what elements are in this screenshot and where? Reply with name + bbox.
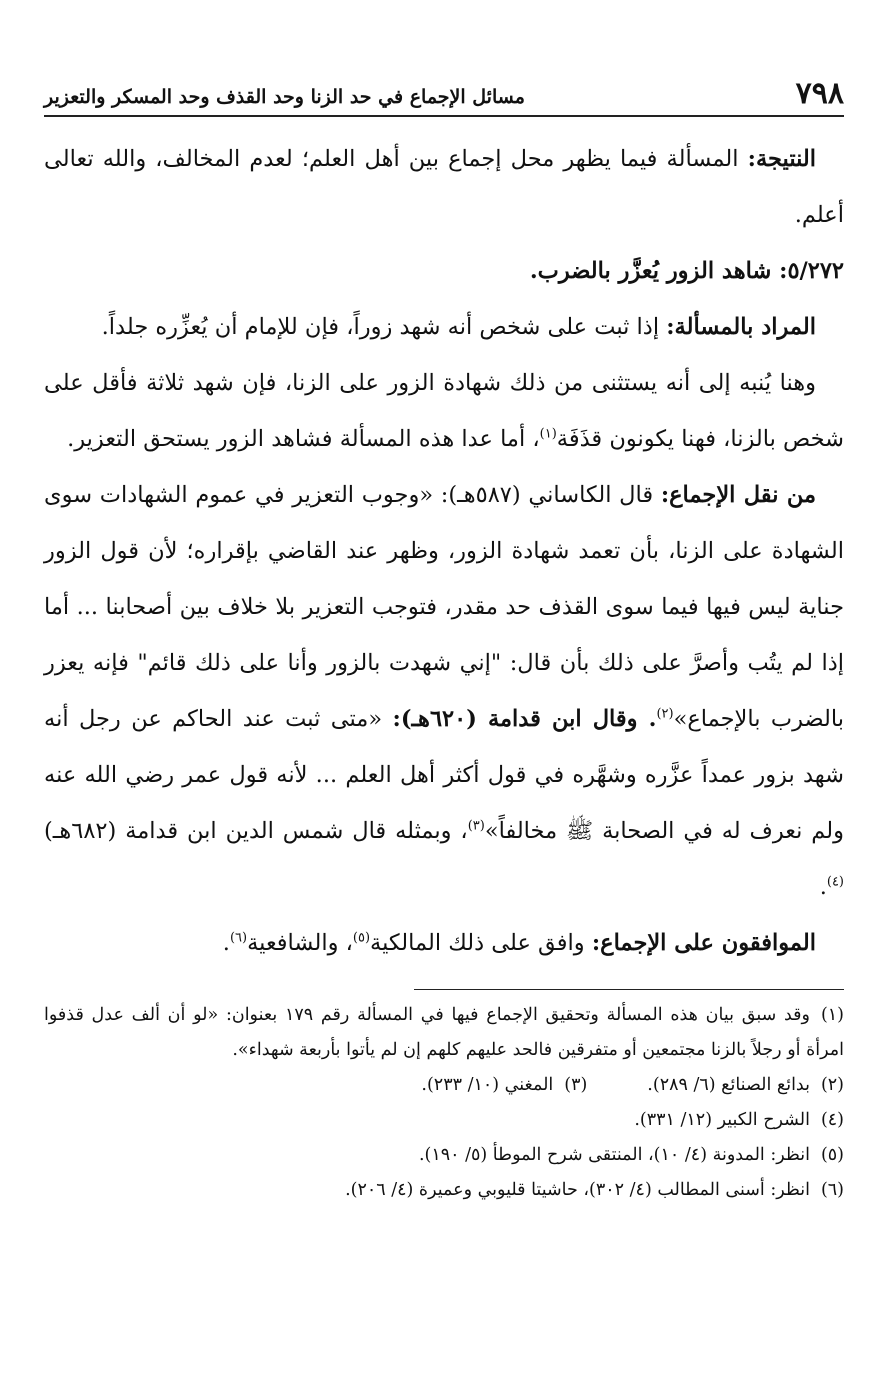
result-label: النتيجة: (747, 146, 817, 172)
meaning-paragraph (44, 299, 844, 355)
footnote-5-text: انظر: المدونة (٤/ ١٠)، المنتقى شرح الموطأ (٥/ ١٩٠). (418, 1145, 810, 1165)
footnote-2-number: (٢) (820, 1075, 844, 1095)
transmission-paragraph (44, 467, 844, 915)
note-paragraph (44, 355, 844, 467)
agreeing-text-2: ، والشافعية (247, 930, 353, 956)
footnote-5 (44, 1138, 844, 1173)
result-text: المسألة فيما يظهر محل إجماع بين أهل العلم؛ لعدم المخالف، والله تعالى أعلم. (44, 146, 844, 228)
footnote-ref-3[interactable]: (٣) (467, 818, 485, 834)
transmission-end: . (819, 874, 827, 900)
agreeing-label: الموافقون على الإجماع: (591, 930, 816, 956)
footnote-divider (414, 989, 844, 990)
footnote-6-number: (٦) (820, 1180, 844, 1200)
transmission-label: من نقل الإجماع: (660, 482, 817, 508)
footnote-6 (44, 1173, 844, 1208)
note-text-before: وهنا يُنبه إلى أنه يستثنى من ذلك شهادة الزور على الزنا، فإن شهد ثلاثة فأقل على شخص بالزنا، فهنا يكونون قذَفَة (44, 370, 844, 452)
kasani-quote: قال الكاساني (٥٨٧هـ): «وجوب التعزير في عموم الشهادات سوى الشهادة على الزنا، بأن تعمد شهادة الزور، وظهر عند القاضي بإقراره؛ لأن قول الزور جناية ليس فيها فيما سوى القذف حد مقدر، فتوجب التعزير بلا خلاف بين أصحابنا ... أما إذا لم يتُب وأصرَّ على ذلك بأن قال: "إني شهدت بالزور وأنا على ذلك قائم" فإنه يعزر بالضرب بالإجماع» (44, 482, 844, 732)
footnote-3-number: (٣) (564, 1075, 588, 1095)
footnote-1 (44, 998, 844, 1068)
footnote-3 (421, 1068, 587, 1103)
meaning-label: المراد بالمسألة: (666, 314, 816, 340)
footnote-row-2-3 (44, 1068, 844, 1103)
section-heading: ٥/٢٧٢: شاهد الزور يُعزَّر بالضرب. (529, 258, 844, 284)
agreeing-end: . (222, 930, 230, 956)
main-text (44, 131, 844, 971)
footnote-ref-2[interactable]: (٢) (656, 706, 674, 722)
footnotes (44, 998, 844, 1208)
footnote-1-number: (١) (820, 1005, 844, 1025)
running-title: مسائل الإجماع في حد الزنا وحد القذف وحد المسكر والتعزير (44, 86, 525, 109)
footnote-ref-4[interactable]: (٤) (826, 874, 844, 890)
footnote-4-number: (٤) (820, 1110, 844, 1130)
footnote-ref-6[interactable]: (٦) (229, 930, 248, 946)
footnote-5-number: (٥) (820, 1145, 844, 1165)
footnote-ref-1[interactable]: (١) (539, 426, 557, 442)
shams-text: ، وبمثله قال شمس الدين ابن قدامة (٦٨٢هـ) (44, 818, 468, 844)
agreeing-text-1: وافق على ذلك المالكية (370, 930, 592, 956)
footnote-ref-5[interactable]: (٥) (352, 930, 371, 946)
footnote-1-text: وقد سبق بيان هذه المسألة وتحقيق الإجماع فيها في المسألة رقم ١٧٩ بعنوان: «لو أن ألف عدل قذفوا امرأة أو رجلاً بالزنا مجتمعين أو متفرقين فالحد عليهم كلهم إن لم يأتوا بأربعة شهداء». (44, 1005, 844, 1060)
book-page (44, 55, 844, 1208)
footnote-3-text: المغني (١٠/ ٢٣٣). (421, 1075, 554, 1095)
ibn-qudama-quote: «متى ثبت عند الحاكم عن رجل أنه شهد بزور عمداً عزَّره وشهَّره في قول أكثر أهل العلم ... لأنه قول عمر رضي الله عنه ولم نعرف له في الصحابة ﷺ مخالفاً» (44, 706, 844, 844)
footnote-4 (44, 1103, 844, 1138)
footnote-4-text: الشرح الكبير (١٢/ ٣٣١). (634, 1110, 810, 1130)
footnote-6-text: انظر: أسنى المطالب (٤/ ٣٠٢)، حاشيتا قليوبي وعميرة (٤/ ٢٠٦). (345, 1180, 810, 1200)
page-header (44, 55, 844, 117)
ibn-qudama-label: . وقال ابن قدامة (٦٢٠هـ): (392, 706, 657, 732)
agreeing-paragraph (44, 915, 844, 971)
footnote-2-text: بدائع الصنائع (٦/ ٢٨٩). (647, 1075, 810, 1095)
footnote-2 (647, 1068, 844, 1103)
result-paragraph (44, 131, 844, 243)
note-text-after: ، أما عدا هذه المسألة فشاهد الزور يستحق التعزير. (67, 426, 540, 452)
page-number: ٧٩٨ (795, 76, 844, 111)
meaning-text: إذا ثبت على شخص أنه شهد زوراً، فإن للإمام أن يُعزِّره جلداً. (101, 314, 660, 340)
